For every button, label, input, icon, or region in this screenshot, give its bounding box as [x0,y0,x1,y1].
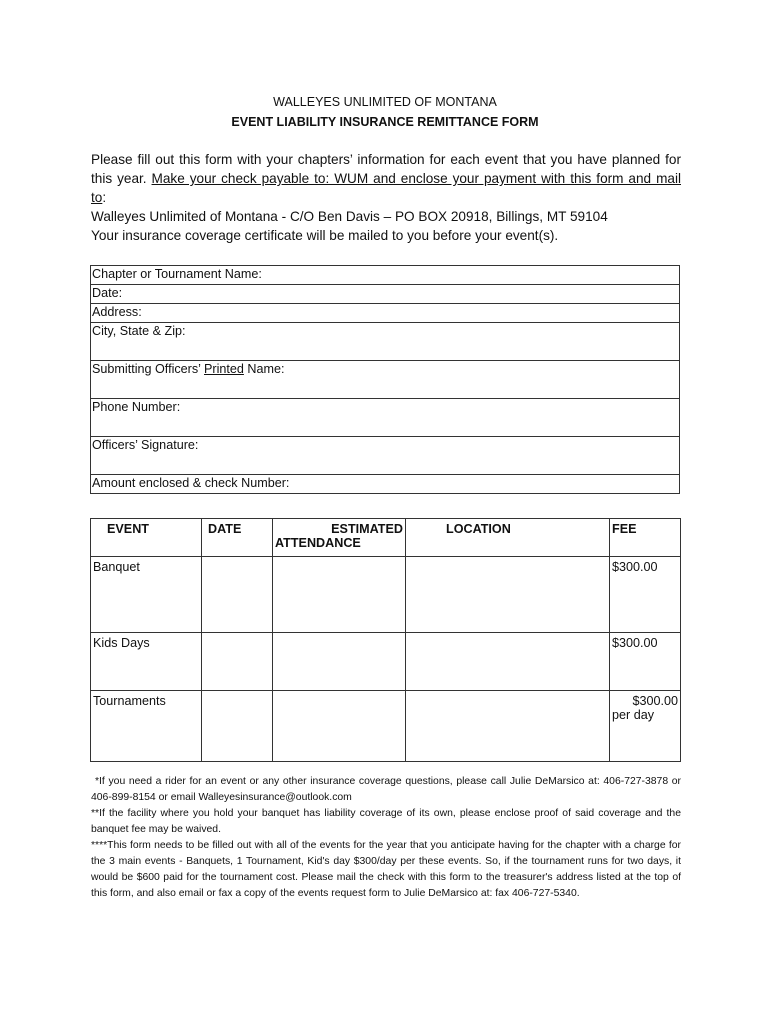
officer-label-c: Name: [243,362,285,376]
location-cell[interactable] [406,633,610,691]
chapter-info-table [90,265,680,494]
event-name: Banquet [91,557,202,633]
footnotes [91,774,681,902]
chapter-name-field[interactable]: Chapter or Tournament Name: [91,266,680,285]
amount-check-field[interactable]: Amount enclosed & check Number: [91,475,680,494]
form-title: EVENT LIABILITY INSURANCE REMITTANCE FORM [231,115,539,129]
date-cell[interactable] [202,633,273,691]
fee-cell: $300.00 per day [610,691,681,762]
fee-cell: $300.00 [610,633,681,691]
certificate-note: Your insurance coverage certificate will be mailed to you before your event(s). [91,228,559,243]
intro-instructions [91,150,681,207]
intro-fill-out: Please fill out this form with your chapters’ information for each event that you have planned for this year. [91,152,681,186]
location-cell[interactable] [406,557,610,633]
intro-text [91,150,681,245]
header-fee: FEE [610,519,681,557]
table-row [91,557,681,633]
signature-field[interactable]: Officers’ Signature: [91,437,680,475]
officer-label-printed: Printed [204,362,244,376]
intro-colon: : [102,190,107,205]
event-name: Kids Days [91,633,202,691]
events-header-row [91,519,681,557]
table-row [91,633,681,691]
note-facility: **If the facility where you hold your banquet has liability coverage of its own, please enclose proof of said coverage and the banquet fee may be waived. [91,808,681,835]
org-name: WALLEYES UNLIMITED OF MONTANA [273,95,497,109]
phone-field[interactable]: Phone Number: [91,399,680,437]
table-row [91,691,681,762]
mailing-address: Walleyes Unlimited of Montana - C/O Ben Davis – PO BOX 20918, Billings, MT 59104 [91,209,608,224]
officer-label-a: Submitting Officers’ [92,362,204,376]
date-cell[interactable] [202,691,273,762]
attendance-cell[interactable] [273,691,406,762]
location-cell[interactable] [406,691,610,762]
date-cell[interactable] [202,557,273,633]
fee-cell: $300.00 [610,557,681,633]
attendance-cell[interactable] [273,557,406,633]
note-form: ****This form needs to be filled out with all of the events for the year that you anticipate having for the chapter with a charge for the 3 main events - Banquets, 1 Tournament, Kid's day $300/day per these events. So, if the tournament runs for two days, it would be $600 paid for the tournament cost. Please mail the check with this form to the treasurer's address listed at the top of this form, and also email or fax a copy of the events request form to Julie DeMarsico at: fax 406-727-5340. [91,840,681,899]
header-location: LOCATION [406,519,610,557]
events-table [90,518,681,762]
intro-payable: Make your check payable to: WUM and enclose your payment with this form and mail to [91,171,681,205]
date-field[interactable]: Date: [91,285,680,304]
header-date: DATE [202,519,273,557]
attendance-cell[interactable] [273,633,406,691]
note-rider: *If you need a rider for an event or any other insurance coverage questions, please call Julie DeMarsico at: 406-727-3878 or 406-899-8154 or email Walleyesinsurance@outlook.com [91,776,681,803]
city-state-zip-field[interactable]: City, State & Zip: [91,323,680,361]
address-field[interactable]: Address: [91,304,680,323]
officer-name-field[interactable] [91,361,680,399]
header-event: EVENT [91,519,202,557]
header-attendance: ESTIMATED ATTENDANCE [273,519,406,557]
event-name: Tournaments [91,691,202,762]
